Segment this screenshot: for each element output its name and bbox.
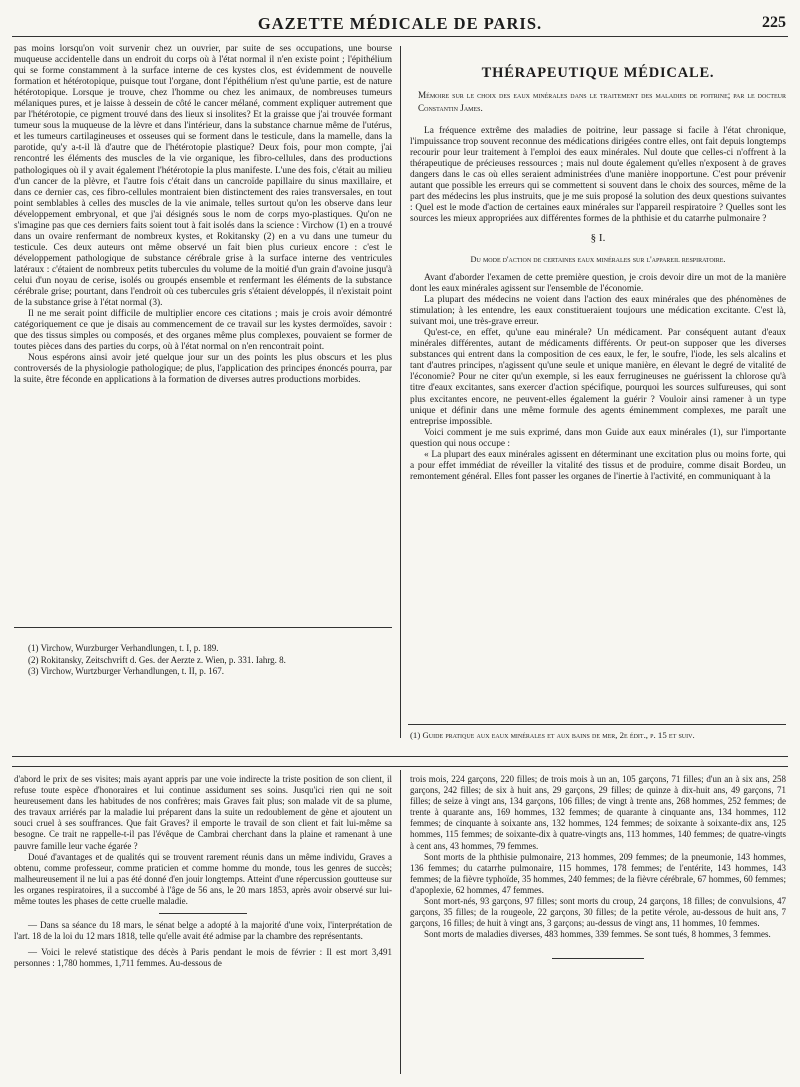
section-title: THÉRAPEUTIQUE MÉDICALE. bbox=[481, 65, 715, 81]
left-paragraph: Il ne me serait point difficile de multiplier encore ces citations ; mais je crois avoir démontré catégoriquement ce que je disais au commencement de ce travail sur les kystes dermoïdes, savoir : que des tissus simples ou composés, et des organes même plus complexes, pouvaient se former de toutes pièces dans des parties du corps, où à l'état normal on n'en rencontrait point. bbox=[14, 309, 392, 353]
right-paragraph: « La plupart des eaux minérales agissent en déterminant une excitation plus ou moins forte, qui a pour effet immédiat de réveiller la vitalité des tissus et de produire, comme disait Bordeu, un remontement général. Elles font passer les organes de l'inertie à l'activité, en communiquant à la bbox=[410, 449, 786, 482]
right-footnote bbox=[410, 730, 786, 741]
bottom-right-column bbox=[410, 774, 786, 959]
footnote: (1) Guide pratique aux eaux minérales et aux bains de mer, 2e édit., p. 15 et suiv. bbox=[410, 730, 695, 740]
bottom-left-paragraph: Doué d'avantages et de qualités qui se trouvent rarement réunis dans un même individu, Graves a obtenu, comme professeur, comme praticien et comme homme du monde, tous les genres de succès; malheureusement il ne lui a pas été donné d'en jouir longtemps. Atteint d'une répercussion goutteuse sur les organes respiratoires, il a succombé à l'âge de 56 ans, le 20 mars 1853, après avoir observé sur lui-même toutes les phases de cette cruelle maladie. bbox=[14, 851, 392, 907]
bottom-right-paragraph: Sont morts de maladies diverses, 483 hommes, 339 femmes. Se sont tués, 8 hommes, 3 femmes. bbox=[424, 929, 771, 940]
left-footnote-rule bbox=[14, 627, 392, 628]
bottom-right-paragraph: Sont mort-nés, 93 garçons, 97 filles; sont morts du croup, 24 garçons, 18 filles; de convulsions, 47 garçons, 35 filles; de la rougeole, 22 garçons, 30 filles; de la petite vérole, au-dessous de huit ans, 7 garçons, 16 filles; de huit à vingt ans, 3 garçons; au-dessus de vingt ans, 11 hommes, 10 femmes. bbox=[410, 896, 786, 929]
section-divider-second bbox=[12, 766, 788, 767]
section-divider bbox=[12, 756, 788, 757]
short-rule bbox=[159, 913, 247, 914]
end-rule bbox=[552, 958, 644, 959]
bottom-left-paragraph: d'abord le prix de ses visites; mais ayant appris par une voie indirecte la triste position de son client, il refuse toute espèce d'honoraires et lui continue assidument ses soins. Jusqu'ici rien qui ne soit heureusement dans les habitudes de nos confrères; mais Graves fait plus; son malade vit de sa plume, des travaux arriérés par la maladie lui préparent dans la suite un redoublement de gène et ajoutent un souci cruel à ses souffrances. Que fait Graves? il emporte le travail de son client et fait lui-même sa besogne. Ce trait ne rappelle-t-il pas l'évêque de Cambrai cherchant dans la plaine et ramenant à une pauvre famille leur vache égarée ? bbox=[14, 774, 392, 851]
header-rule bbox=[12, 36, 788, 37]
intro-paragraph: La fréquence extrême des maladies de poitrine, leur passage si facile à l'état chronique, l'impuissance trop souvent reconnue des médications dirigées contre elles, ont fait depuis longtemps recourir pour leur traitement à l'emploi des eaux minérales. Nul doute que celles-ci n'offrent à la thérapeutique de précieuses ressources ; mais nul doute également qu'elles n'exposent à de graves dangers dans le cas où elles seraient administrées d'une manière inopportune. C'est pour prévenir autant que possible les erreurs qui se commettent si souvent dans le choix des sources, même de la part des médecins les plus instruits, que je me suis proposé la solution des deux questions suivantes : Quel est le mode d'action de certaines eaux minérales sur l'appareil respiratoire ? Quelles sont les sources les mieux appropriées aux différentes formes de la phthisie et du catarrhe pulmonaire ? bbox=[410, 126, 786, 225]
page-number: 225 bbox=[762, 14, 786, 31]
section-subtitle: Du mode d'action de certaines eaux minérales sur l'appareil respiratoire. bbox=[470, 254, 726, 264]
page-header-title: GAZETTE MÉDICALE DE PARIS. bbox=[257, 14, 543, 33]
left-paragraph: Nous espérons ainsi avoir jeté quelque jour sur un des points les plus obscurs et les plus controversés de la physiologie pathologique; de plus, l'application des principes énoncés pourra, par la suite, être féconde en applications à la formation de diverses autres productions morbides. bbox=[14, 353, 392, 386]
footnote: (3) Virchow, Wurtzburger Verhandlungen, t. II, p. 167. bbox=[28, 666, 225, 676]
left-footnotes bbox=[28, 643, 390, 678]
right-paragraph: La plupart des médecins ne voient dans l'action des eaux minérales que des phénomènes de stimulation; à les entendre, les eaux constitueraient toujours une médication excitante. C'est là, suivant moi, une très-grave erreur. bbox=[410, 295, 786, 328]
memoir-title: Mémoire sur le choix des eaux minérales dans le traitement des maladies de poitrine; par le docteur Constantin James. bbox=[418, 90, 786, 113]
column-divider-upper bbox=[400, 46, 401, 738]
section-number: § I. bbox=[590, 232, 606, 245]
right-paragraph: Qu'est-ce, en effet, qu'une eau minérale? Un médicament. Par conséquent autant d'eaux minérales différentes, autant de médicaments différents. Or peut-on supposer que les diverses substances qui entrent dans la composition de ces eaux, le fer, le soufre, l'iode, les sels alcalins et tant d'autres principes, n'agissent qu'une seule et unique manière, en élevant le degré de vitalité de l'économie? Pour ne citer qu'un exemple, si les eaux ferrugineuses ne guérissent la chlorose qu'à titre d'eaux excitantes, sans exercer d'action spécifique, pourquoi les sources sulfureuses, qui sont plus excitantes encore, ne peuvent-elles également la guérir ? Vouloir ainsi ramener à un type unique et définir dans une même formule des agents éminemment complexes, me paraît une entreprise impossible. bbox=[410, 328, 786, 427]
left-column bbox=[14, 44, 392, 386]
bottom-left-paragraph: — Dans sa séance du 18 mars, le sénat belge a adopté à la majorité d'une voix, l'interprétation de l'art. 18 de la loi du 12 mars 1818, telle qu'elle avait été admise par la chambre des représentants. bbox=[14, 920, 392, 942]
left-paragraph: pas moins lorsqu'on voit survenir chez un ouvrier, par suite de ses occupations, une bourse muqueuse accidentelle dans un endroit du corps où à l'état normal il n'en existe point ; l'épithélium qui se forme constamment à la surface interne de ces kystes clos, est évidemment de nouvelle formation et hétérotopique, puisque tout l'organe, dont l'épithélium n'est qu'une partie, est de nature hétérotopique. Lorsque je trouve, chez l'homme ou chez les animaux, de nombreuses tumeurs mélaniques pures, et je laisse à dessein de côté le cancer mélané, comment expliquer autrement que par l'hétérotopie, ce pigment trouvé dans des lieux si insolites? Et la graisse que j'ai trouvée formant tumeur sous la muqueuse de la lèvre et dans l'intérieur, dans la substance charnue même de l'utérus, et les tumeurs cartilagineuses et osseuses qui se forment dans le testicule, dans la mamelle, dans la parotide, qu'y a-t-il là d'autre que de l'hétérotopie plastique? Deux fois, pour mon compte, j'ai rencontré les éléments des muscles de la vie organique, les fibro-cellules, dans des productions pathologiques où il y avait également l'hétérotopie la plus manifeste. L'une des fois, c'était au milieu d'un cancer de la plèvre, et l'autre fois c'était dans un cancroïde papillaire du sinus maxillaire, et dans ce dernier cas, ces fibro-cellules montraient bien distinctement des raies transversales, en tout point semblables à celles des muscles de la vie animale, telles surtout qu'on les observe dans leur développement embryonal, et que j'ai désignés sous le nom de corps myo-plastiques. Qu'on ne s'imagine pas que ces derniers faits soient tout à fait isolés dans la science : Virchow (1) en a trouvé dans un ovaire renfermant de nombreux kystes, et Rokitansky (2) en a vu dans une tumeur du testicule. Ces deux auteurs ont même observé un fait bien plus curieux encore : c'est le développement pathologique de substance cérébrale grise à la surface interne des ventricules latéraux : c'étaient de nombreux petits tubercules du volume de la moitié d'un grain d'avoine jusqu'à celui d'un noyau de cerise, isolés ou groupés ensemble et renfermant les éléments de la substance cérébrale grise; pourtant, dans l'endroit où ces tubercules gris s'étaient développés, il n'existait point de la substance grise à l'état normal (3). bbox=[14, 44, 392, 309]
bottom-left-column bbox=[14, 774, 392, 970]
right-column bbox=[410, 64, 786, 483]
bottom-right-paragraph: trois mois, 224 garçons, 220 filles; de trois mois à un an, 105 garçons, 71 filles; d'un an à six ans, 258 garçons, 242 filles; de six à huit ans, 29 garçons, 29 filles; de quinze à dix-huit ans, 49 garçons, 71 filles; de seize à vingt ans, 134 garçons, 106 filles; de vingt à trente ans, 268 hommes, 252 femmes; de trente à quarante ans, 169 hommes, 132 femmes; de quarante à cinquante ans, 134 hommes, 112 femmes; de cinquante à soixante ans, 132 hommes, 124 femmes; de soixante à soixante-dix ans, 125 hommes, 115 femmes; de soixante-dix à quatre-vingts ans, 113 hommes, 140 femmes; de quatre-vingts à cent ans, 43 hommes, 79 femmes. bbox=[410, 774, 786, 851]
footnote: (1) Virchow, Wurzburger Verhandlungen, t. I, p. 189. bbox=[28, 643, 219, 653]
column-divider-lower bbox=[400, 770, 401, 1074]
bottom-right-paragraph: Sont morts de la phthisie pulmonaire, 213 hommes, 209 femmes; de la pneumonie, 143 hommes, 136 femmes; du catarrhe pulmonaire, 115 hommes, 178 femmes; de l'entérite, 143 hommes, 143 femmes; de la fièvre typhoïde, 35 hommes, 240 femmes; de la fièvre cérébrale, 67 hommes, 60 femmes; d'apoplexie, 62 hommes, 47 femmes. bbox=[410, 851, 786, 895]
right-footnote-rule bbox=[408, 724, 786, 725]
right-paragraph: Voici comment je me suis exprimé, dans mon Guide aux eaux minérales (1), sur l'importante question qui nous occupe : bbox=[410, 427, 786, 449]
right-paragraph: Avant d'aborder l'examen de cette première question, je crois devoir dire un mot de la manière dont les eaux minérales agissent sur l'ensemble de l'économie. bbox=[410, 273, 786, 295]
bottom-left-paragraph: — Voici le relevé statistique des décès à Paris pendant le mois de février : Il est mort 3,491 personnes : 1,780 hommes, 1,711 femmes. Au-dessous de bbox=[14, 947, 392, 969]
footnote: (2) Rokitansky, Zeitschvrift d. Ges. der Aerzte z. Wien, p. 331. Iahrg. 8. bbox=[28, 654, 286, 665]
